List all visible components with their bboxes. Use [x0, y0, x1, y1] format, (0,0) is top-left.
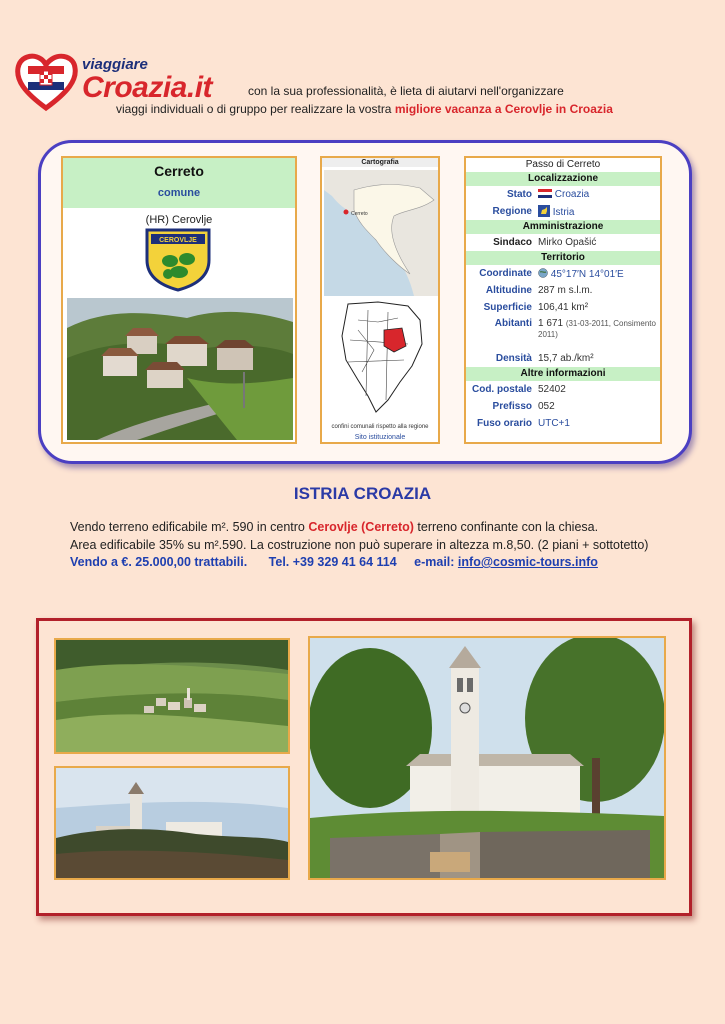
row-stato — [466, 186, 660, 203]
row-cap — [466, 381, 660, 398]
site-link[interactable]: Sito istituzionale — [354, 434, 406, 441]
intro-line-1: con la sua professionalità, è lieta di aiutarvi nell'organizzare — [248, 84, 564, 98]
marker-label: Cerreto — [351, 211, 368, 217]
coat-of-arms-icon — [143, 226, 213, 292]
comune-header — [63, 158, 295, 208]
coordinate-text: 45°17′N 14°01′E — [550, 268, 624, 280]
line1-end: terreno confinante con la chiesa. — [413, 520, 599, 534]
row-prefisso — [466, 398, 660, 415]
superficie-label: Superficie — [483, 302, 532, 313]
row-regione — [466, 203, 660, 220]
comune-name-line — [63, 214, 295, 226]
hills-village-photo — [54, 638, 290, 754]
cap-value: 52402 — [538, 384, 566, 395]
row-densita — [466, 350, 660, 367]
heart-flag-icon — [14, 50, 78, 114]
infobox-table — [466, 172, 660, 432]
coordinate-label: Coordinate — [479, 268, 532, 279]
email-link[interactable]: info@cosmic-tours.info — [457, 555, 598, 569]
comune-subtitle: comune — [157, 187, 201, 199]
intro-text: viaggi individuali o di gruppo per realizzare la vostra — [116, 102, 395, 116]
page-headline: ISTRIA CROAZIA — [293, 484, 432, 503]
line1-start: Vendo terreno edificabile m². 590 in centro — [70, 520, 309, 534]
description-line-1 — [70, 520, 598, 534]
row-abitanti — [466, 316, 660, 350]
brand-small: viaggiare — [82, 56, 148, 73]
prefisso-value: 052 — [538, 401, 555, 412]
istria-goat-icon — [538, 205, 550, 217]
croatia-flag-icon — [538, 189, 552, 198]
abitanti-value — [538, 318, 660, 340]
section-altre: Altre informazioni — [466, 367, 660, 381]
stato-value[interactable] — [538, 189, 660, 200]
densita-value: 15,7 ab./km² — [538, 353, 594, 364]
church-hill-photo — [54, 766, 290, 880]
comune-title: Cerreto — [154, 163, 204, 179]
row-fuso — [466, 415, 660, 432]
contact-line — [70, 555, 598, 569]
row-superficie — [466, 299, 660, 316]
coordinate-value[interactable] — [538, 268, 660, 280]
village-photo — [67, 298, 293, 440]
regione-text: Istria — [552, 207, 575, 218]
sindaco-label: Sindaco — [493, 237, 532, 248]
regione-value[interactable] — [538, 205, 660, 218]
section-amministrazione: Amministrazione — [466, 220, 660, 234]
intro-line-2 — [116, 102, 613, 116]
fuso-label: Fuso orario — [476, 418, 532, 429]
location-marker-icon — [344, 210, 349, 215]
row-sindaco — [466, 234, 660, 251]
map-title: Cartografia — [322, 158, 438, 167]
croatia-map — [324, 170, 438, 296]
istria-map — [338, 300, 426, 416]
cap-label: Cod. postale — [471, 384, 532, 395]
altitudine-value: 287 m s.l.m. — [538, 285, 593, 296]
line1-place: Cerovlje (Cerreto) — [308, 520, 414, 534]
comune-card — [61, 156, 297, 444]
infobox-title: Passo di Cerreto — [525, 159, 601, 170]
section-localizzazione: Localizzazione — [466, 172, 660, 186]
abitanti-label: Abitanti — [494, 318, 532, 329]
prefisso-label: Prefisso — [492, 401, 532, 412]
map-card — [320, 156, 440, 444]
phone-text[interactable]: Tel. +39 329 41 64 114 — [268, 555, 397, 569]
densita-label: Densità — [495, 353, 532, 364]
stato-label: Stato — [507, 189, 532, 200]
abitanti-number: 1 671 — [538, 318, 564, 329]
section-territorio: Territorio — [466, 251, 660, 265]
brand-main: Croazia.it — [82, 71, 213, 104]
church-photo — [308, 636, 666, 880]
intro-highlight: migliore vacanza a Cerovlje in Croazia — [394, 102, 613, 116]
row-altitudine — [466, 282, 660, 299]
sindaco-value: Mirko Opašić — [538, 237, 597, 248]
regione-label: Regione — [492, 206, 532, 217]
price-text: Vendo a €. 25.000,00 trattabili. — [70, 555, 248, 569]
globe-icon — [538, 268, 548, 278]
crest-label: CEROVLJE — [159, 237, 197, 244]
stato-text: Croazia — [554, 189, 590, 200]
abitanti-note: (31-03-2011, Consimento 2011) — [538, 319, 656, 339]
superficie-value: 106,41 km² — [538, 302, 589, 313]
altitudine-label: Altitudine — [485, 285, 532, 296]
row-coordinate — [466, 265, 660, 282]
email-label: e-mail: — [414, 555, 458, 569]
map-caption: confini comunali rispetto alla regione — [331, 424, 429, 430]
description-line-2: Area edificabile 35% su m².590. La costruzione non può superare in altezza m.8,50. (2 piani + sottotetto) — [70, 538, 649, 552]
infobox-card — [464, 156, 662, 444]
fuso-value[interactable]: UTC+1 — [538, 418, 570, 429]
country-code: (HR) — [145, 214, 169, 226]
comune-name: Cerovlje — [171, 214, 213, 226]
